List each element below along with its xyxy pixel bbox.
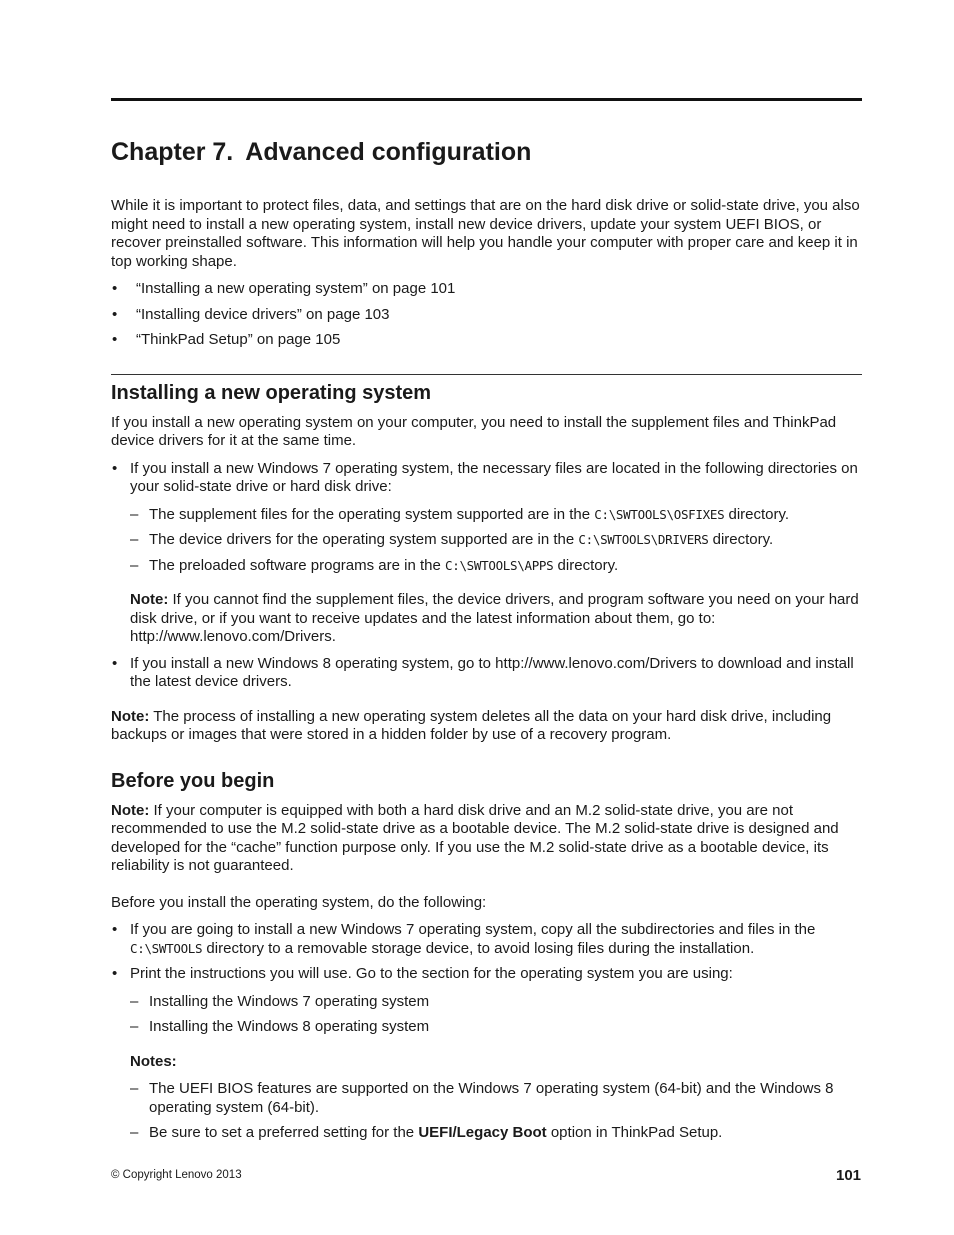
- install-win7-text: If you install a new Windows 7 operating system, the necessary files are located in the following directories on your solid-state drive or hard disk drive:: [130, 459, 858, 495]
- directory-path: C:\SWTOOLS\DRIVERS: [578, 532, 709, 547]
- chapter-link-list: [111, 280, 862, 350]
- chapter-number: Chapter 7.: [111, 138, 234, 166]
- note-item-uefi: – The UEFI BIOS features are supported on the Windows 7 operating system (64-bit) and the Windows 8 operating system (64-bit).: [130, 1080, 862, 1117]
- page-number: 101: [836, 1167, 862, 1184]
- before-bullet-list: [111, 921, 862, 1037]
- note-text-end: option in ThinkPad Setup.: [546, 1124, 723, 1141]
- directory-text-end: directory.: [553, 556, 619, 574]
- note-bold: UEFI/Legacy Boot: [418, 1124, 547, 1141]
- section-heading-install: Installing a new operating system: [111, 381, 432, 404]
- chapter-link-thinkpad-setup[interactable]: • “ThinkPad Setup” on page 105: [111, 331, 862, 350]
- section-rule: [111, 374, 862, 375]
- before-lead: Before you install the operating system, do the following:: [111, 893, 487, 911]
- before-print-bullet: [111, 965, 862, 1037]
- before-note: [111, 802, 862, 876]
- directory-item: [130, 557, 862, 576]
- chapter-title-text: Advanced configuration: [245, 138, 532, 166]
- install-intro: If you install a new operating system on your computer, you need to install the supplement files and ThinkPad device drivers for it at the same time.: [111, 413, 837, 449]
- install-win8-bullet: • If you install a new Windows 8 operating system, go to http://www.lenovo.com/Drivers to download and install the latest device drivers.: [111, 655, 862, 692]
- note-text: If your computer is equipped with both a hard disk drive and an M.2 solid-state drive, you are not recommended to use the M.2 solid-state drive as a bootable device. The M.2 solid-state drive is designed and developed for the “cache” function purpose only. If you use the M.2 solid-state drive as a bootable device, its reliability is not guaranteed.: [111, 801, 839, 874]
- before-copy-bullet: [111, 921, 862, 958]
- install-bullet-list: [111, 460, 862, 692]
- bullet-text: Print the instructions you will use. Go to the section for the operating system you are using:: [130, 965, 733, 982]
- directory-path: C:\SWTOOLS: [130, 940, 203, 956]
- note-label: Note:: [130, 591, 169, 608]
- notes-label: Notes:: [130, 1052, 177, 1070]
- document-page: [111, 98, 862, 1150]
- directory-item: [130, 506, 862, 525]
- chapter-title: [111, 137, 862, 167]
- install-note: [111, 708, 862, 745]
- directory-path: C:\SWTOOLS\OSFIXES: [594, 506, 725, 522]
- directory-path: C:\SWTOOLS\APPS: [445, 557, 554, 573]
- directory-list: [130, 506, 862, 576]
- note-text: The process of installing a new operating system deletes all the data on your hard disk drive, including backups or images that were stored in a hidden folder by use of a recovery program.: [111, 707, 832, 743]
- directory-text: The supplement files for the operating system supported are in the: [149, 505, 595, 523]
- note-label: Note:: [111, 801, 150, 819]
- note-text: If you cannot find the supplement files, the device drivers, and program software you need on your hard disk drive, or if you want to receive updates and the latest information about them, go to: http://www.lenovo.com/Drivers.: [130, 591, 859, 645]
- directory-text-end: directory.: [724, 505, 790, 523]
- os-item-win7: – Installing the Windows 7 operating system: [130, 993, 862, 1012]
- chapter-top-rule: [111, 98, 862, 101]
- directory-item: [130, 531, 862, 550]
- directory-text: The preloaded software programs are in the: [149, 556, 445, 574]
- notes-block: [111, 1053, 862, 1143]
- copyright-footer: © Copyright Lenovo 2013: [111, 1169, 242, 1181]
- bullet-text: If you are going to install a new Windows 7 operating system, copy all the subdirectories and files in the: [130, 921, 816, 938]
- directory-text: The device drivers for the operating system supported are in the: [149, 531, 579, 548]
- install-win7-bullet: [111, 460, 862, 647]
- note-label: Note:: [111, 707, 150, 725]
- notes-list: [130, 1080, 862, 1143]
- chapter-link-device-drivers[interactable]: • “Installing device drivers” on page 103: [111, 306, 862, 325]
- note-item-boot: [130, 1124, 862, 1143]
- os-list: [130, 993, 862, 1037]
- install-inner-note: [130, 591, 862, 647]
- section-heading-before: Before you begin: [111, 769, 275, 792]
- bullet-text-end: directory to a removable storage device, to avoid losing files during the installation.: [202, 939, 755, 957]
- directory-text-end: directory.: [708, 531, 774, 548]
- os-item-win8: – Installing the Windows 8 operating system: [130, 1018, 862, 1037]
- note-text: Be sure to set a preferred setting for the: [149, 1124, 419, 1141]
- chapter-link-install-os[interactable]: • “Installing a new operating system” on page 101: [111, 280, 862, 299]
- chapter-intro: While it is important to protect files, data, and settings that are on the hard disk drive or solid-state drive, you also might need to install a new operating system, install new device drivers, update your system UEFI BIOS, or recover preinstalled software. This information will help you handle your computer with proper care and keep it in top working shape.: [111, 197, 860, 270]
